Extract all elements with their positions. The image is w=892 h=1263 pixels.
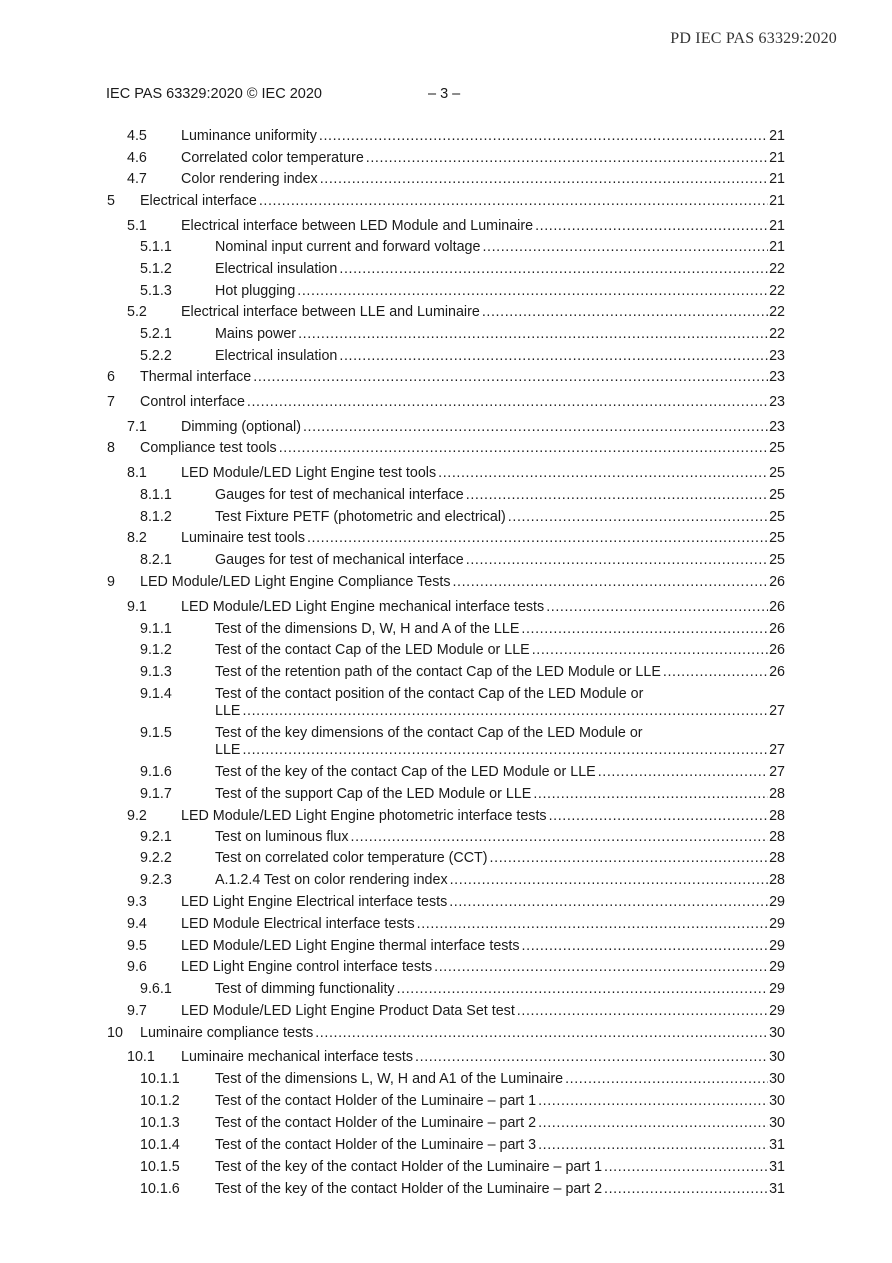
toc-entry-page: 23 <box>769 394 785 410</box>
toc-entry-number: 9.6.1 <box>140 981 172 997</box>
toc-entry-page: 21 <box>769 150 785 166</box>
toc-dot-leader <box>434 959 768 976</box>
toc-dot-leader <box>521 621 768 638</box>
toc-entry-page: 29 <box>769 1003 785 1019</box>
toc-entry-title: LED Module/LED Light Engine photometric interface tests <box>181 808 547 824</box>
toc-entry-title: Test of the dimensions D, W, H and A of the LLE <box>215 621 520 637</box>
toc-entry-page: 21 <box>769 171 785 187</box>
toc-entry-number: 7.1 <box>127 419 147 435</box>
toc-dot-leader <box>450 872 768 889</box>
toc-entry-title: Luminaire mechanical interface tests <box>181 1049 414 1065</box>
toc-dot-leader <box>298 326 768 343</box>
toc-entry-title: LED Module Electrical interface tests <box>181 916 415 932</box>
toc-entry-page: 21 <box>769 128 785 144</box>
toc-entry-page: 21 <box>769 193 785 209</box>
toc-entry-number: 10.1.3 <box>140 1115 180 1131</box>
toc-entry-number: 8.1.1 <box>140 487 172 503</box>
toc-entry-title: Test of the contact Cap of the LED Module or LLE <box>215 642 530 658</box>
toc-entry-number: 9.1.4 <box>140 686 172 702</box>
toc-dot-leader <box>535 218 768 235</box>
toc-entry-title: Hot plugging <box>215 283 296 299</box>
toc-entry-number: 10.1.5 <box>140 1159 180 1175</box>
toc-entry-page: 28 <box>769 872 785 888</box>
toc-dot-leader <box>532 642 768 659</box>
toc-entry-number: 9.2.3 <box>140 872 172 888</box>
toc-entry-title: LED Light Engine control interface tests <box>181 959 433 975</box>
toc-dot-leader <box>598 764 768 781</box>
toc-entry-page: 31 <box>769 1137 785 1153</box>
toc-entry-page: 22 <box>769 283 785 299</box>
toc-entry-number: 9.1.2 <box>140 642 172 658</box>
toc-entry-number: 5.1.2 <box>140 261 172 277</box>
toc-entry-page: 22 <box>769 326 785 342</box>
toc-dot-leader <box>319 128 768 145</box>
toc-entry-number: 8.2 <box>127 530 147 546</box>
toc-entry-number: 5 <box>107 193 115 209</box>
toc-dot-leader <box>517 1003 768 1020</box>
toc-entry-title: Electrical insulation <box>215 261 338 277</box>
toc-entry-number: 5.1 <box>127 218 147 234</box>
toc-entry-page: 30 <box>769 1115 785 1131</box>
toc-entry-number: 9.1.6 <box>140 764 172 780</box>
toc-dot-leader <box>320 171 768 188</box>
toc-entry-page: 25 <box>769 487 785 503</box>
toc-entry-number: 6 <box>107 369 115 385</box>
toc-entry-page: 25 <box>769 530 785 546</box>
toc-entry-number: 5.1.3 <box>140 283 172 299</box>
toc-entry-title: Thermal interface <box>140 369 252 385</box>
toc-entry-number: 9.4 <box>127 916 147 932</box>
toc-dot-leader <box>663 664 768 681</box>
toc-entry-number: 9.2.2 <box>140 850 172 866</box>
toc-entry-title: Electrical insulation <box>215 348 338 364</box>
toc-dot-leader <box>438 465 768 482</box>
toc-entry-page: 25 <box>769 465 785 481</box>
toc-entry-title: Test of the key of the contact Holder of the Luminaire – part 2 <box>215 1181 603 1197</box>
toc-entry-title: Test of the retention path of the contact Cap of the LED Module or LLE <box>215 664 661 680</box>
toc-entry-title: Test of the contact Holder of the Luminaire – part 2 <box>215 1115 537 1131</box>
toc-entry-title: Correlated color temperature <box>181 150 364 166</box>
toc-entry-title: Gauges for test of mechanical interface <box>215 552 464 568</box>
toc-dot-leader <box>466 487 768 504</box>
toc-entry-title: LED Module/LED Light Engine test tools <box>181 465 437 481</box>
toc-dot-leader <box>397 981 769 998</box>
toc-entry-number: 8.2.1 <box>140 552 172 568</box>
toc-entry-number: 10.1.2 <box>140 1093 180 1109</box>
toc-entry-title: Test on luminous flux <box>215 829 349 845</box>
toc-entry-title: Test of the contact position of the contact Cap of the LED Module or <box>215 686 644 702</box>
toc-entry-page: 25 <box>769 440 785 456</box>
toc-dot-leader <box>538 1093 768 1110</box>
toc-dot-leader <box>339 261 768 278</box>
toc-entry-title: A.1.2.4 Test on color rendering index <box>215 872 448 888</box>
toc-entry-number: 7 <box>107 394 115 410</box>
toc-entry-page: 27 <box>769 742 785 758</box>
toc-entry-number: 9.6 <box>127 959 147 975</box>
toc-entry-page: 21 <box>769 218 785 234</box>
toc-entry-page: 29 <box>769 959 785 975</box>
toc-entry-title-continuation: LLE <box>215 703 241 719</box>
toc-entry-page: 27 <box>769 764 785 780</box>
toc-entry-number: 9.1.5 <box>140 725 172 741</box>
toc-entry-page: 29 <box>769 938 785 954</box>
toc-entry-page: 26 <box>769 642 785 658</box>
toc-entry-title: Test of the key dimensions of the contact Cap of the LED Module or <box>215 725 643 741</box>
toc-entry-title: Luminaire compliance tests <box>140 1025 314 1041</box>
toc-entry-number: 10.1 <box>127 1049 155 1065</box>
toc-dot-leader <box>253 369 768 386</box>
toc-entry-title: Luminance uniformity <box>181 128 317 144</box>
toc-entry-number: 9.1.7 <box>140 786 172 802</box>
toc-entry-title: Dimming (optional) <box>181 419 301 435</box>
toc-entry-number: 9 <box>107 574 115 590</box>
toc-entry-number: 9.1 <box>127 599 147 615</box>
toc-dot-leader <box>242 742 768 759</box>
toc-dot-leader <box>452 574 768 591</box>
toc-entry-number: 5.2 <box>127 304 147 320</box>
toc-entry-page: 26 <box>769 599 785 615</box>
toc-entry-number: 9.2 <box>127 808 147 824</box>
toc-entry-page: 31 <box>769 1159 785 1175</box>
toc-entry-number: 9.7 <box>127 1003 147 1019</box>
toc-dot-leader <box>565 1071 768 1088</box>
toc-entry-number: 9.3 <box>127 894 147 910</box>
toc-entry-page: 28 <box>769 850 785 866</box>
toc-dot-leader <box>604 1181 768 1198</box>
toc-entry-title: Test of the key of the contact Cap of the LED Module or LLE <box>215 764 596 780</box>
toc-entry-page: 26 <box>769 574 785 590</box>
toc-entry-title: LED Module/LED Light Engine thermal interface tests <box>181 938 520 954</box>
toc-entry-number: 10.1.4 <box>140 1137 180 1153</box>
toc-entry-number: 10.1.6 <box>140 1181 180 1197</box>
toc-entry-number: 9.1.3 <box>140 664 172 680</box>
toc-entry-page: 22 <box>769 261 785 277</box>
toc-entry-page: 30 <box>769 1093 785 1109</box>
toc-entry-page: 26 <box>769 621 785 637</box>
toc-entry-page: 29 <box>769 981 785 997</box>
toc-entry-page: 26 <box>769 664 785 680</box>
toc-dot-leader <box>538 1137 768 1154</box>
toc-entry-page: 27 <box>769 703 785 719</box>
toc-entry-title: Test of the contact Holder of the Luminaire – part 1 <box>215 1093 537 1109</box>
toc-dot-leader <box>549 808 769 825</box>
toc-entry-title: Electrical interface <box>140 193 257 209</box>
toc-entry-page: 25 <box>769 552 785 568</box>
toc-dot-leader <box>279 440 768 457</box>
toc-entry-number: 5.2.1 <box>140 326 172 342</box>
toc-entry-number: 4.7 <box>127 171 147 187</box>
toc-entry-number: 4.5 <box>127 128 147 144</box>
toc-entry-number: 10.1.1 <box>140 1071 180 1087</box>
toc-dot-leader <box>297 283 768 300</box>
toc-entry-number: 10 <box>107 1025 123 1041</box>
toc-entry-title: Test Fixture PETF (photometric and electrical) <box>215 509 506 525</box>
toc-entry-title-continuation: LLE <box>215 742 241 758</box>
toc-entry-number: 8.1 <box>127 465 147 481</box>
toc-dot-leader <box>366 150 768 167</box>
toc-entry-page: 28 <box>769 808 785 824</box>
toc-dot-leader <box>259 193 768 210</box>
toc-entry-title: Test of the dimensions L, W, H and A1 of the Luminaire <box>215 1071 564 1087</box>
toc-entry-page: 30 <box>769 1025 785 1041</box>
toc-entry-page: 31 <box>769 1181 785 1197</box>
running-header: IEC PAS 63329:2020 © IEC 2020 <box>106 86 322 102</box>
toc-dot-leader <box>538 1115 768 1132</box>
toc-dot-leader <box>247 394 768 411</box>
toc-dot-leader <box>449 894 768 911</box>
toc-entry-page: 22 <box>769 304 785 320</box>
toc-entry-title: Control interface <box>140 394 245 410</box>
toc-entry-title: Test of the key of the contact Holder of the Luminaire – part 1 <box>215 1159 603 1175</box>
toc-entry-number: 5.2.2 <box>140 348 172 364</box>
toc-entry-number: 9.1.1 <box>140 621 172 637</box>
toc-dot-leader <box>482 239 768 256</box>
toc-dot-leader <box>303 419 768 436</box>
toc-dot-leader <box>508 509 768 526</box>
toc-entry-title: Compliance test tools <box>140 440 277 456</box>
toc-dot-leader <box>482 304 768 321</box>
toc-dot-leader <box>315 1025 768 1042</box>
toc-entry-title: Electrical interface between LED Module and Luminaire <box>181 218 534 234</box>
toc-entry-title: Mains power <box>215 326 297 342</box>
toc-dot-leader <box>546 599 768 616</box>
toc-entry-title: Test on correlated color temperature (CCT) <box>215 850 488 866</box>
document-identifier: PD IEC PAS 63329:2020 <box>670 30 837 47</box>
toc-dot-leader <box>522 938 769 955</box>
toc-dot-leader <box>242 703 768 720</box>
toc-entry-number: 5.1.1 <box>140 239 172 255</box>
toc-entry-page: 28 <box>769 829 785 845</box>
toc-dot-leader <box>339 348 768 365</box>
toc-dot-leader <box>307 530 768 547</box>
toc-dot-leader <box>351 829 769 846</box>
toc-entry-title: LED Light Engine Electrical interface tests <box>181 894 448 910</box>
toc-entry-number: 9.2.1 <box>140 829 172 845</box>
toc-entry-page: 25 <box>769 509 785 525</box>
toc-dot-leader <box>417 916 768 933</box>
toc-entry-title: Test of the support Cap of the LED Module or LLE <box>215 786 532 802</box>
toc-dot-leader <box>533 786 768 803</box>
toc-entry-page: 23 <box>769 369 785 385</box>
toc-entry-title: Gauges for test of mechanical interface <box>215 487 464 503</box>
toc-entry-title: LED Module/LED Light Engine mechanical interface tests <box>181 599 545 615</box>
toc-dot-leader <box>415 1049 768 1066</box>
toc-entry-page: 30 <box>769 1071 785 1087</box>
toc-entry-number: 4.6 <box>127 150 147 166</box>
toc-entry-number: 9.5 <box>127 938 147 954</box>
toc-dot-leader <box>466 552 768 569</box>
toc-entry-title: LED Module/LED Light Engine Compliance Tests <box>140 574 451 590</box>
toc-dot-leader <box>604 1159 768 1176</box>
toc-entry-number: 8 <box>107 440 115 456</box>
toc-entry-page: 23 <box>769 348 785 364</box>
toc-entry-page: 23 <box>769 419 785 435</box>
toc-entry-title: Color rendering index <box>181 171 318 187</box>
toc-entry-title: Test of the contact Holder of the Luminaire – part 3 <box>215 1137 537 1153</box>
page-number: – 3 – <box>428 86 461 102</box>
toc-entry-page: 21 <box>769 239 785 255</box>
toc-entry-title: LED Module/LED Light Engine Product Data Set test <box>181 1003 515 1019</box>
toc-entry-number: 8.1.2 <box>140 509 172 525</box>
toc-entry-page: 28 <box>769 786 785 802</box>
toc-entry-title: Luminaire test tools <box>181 530 305 546</box>
toc-entry-page: 29 <box>769 894 785 910</box>
toc-entry-page: 30 <box>769 1049 785 1065</box>
toc-dot-leader <box>490 850 769 867</box>
toc-entry-page: 29 <box>769 916 785 932</box>
toc-entry-title: Electrical interface between LLE and Luminaire <box>181 304 480 320</box>
toc-entry-title: Nominal input current and forward voltage <box>215 239 481 255</box>
toc-entry-title: Test of dimming functionality <box>215 981 395 997</box>
